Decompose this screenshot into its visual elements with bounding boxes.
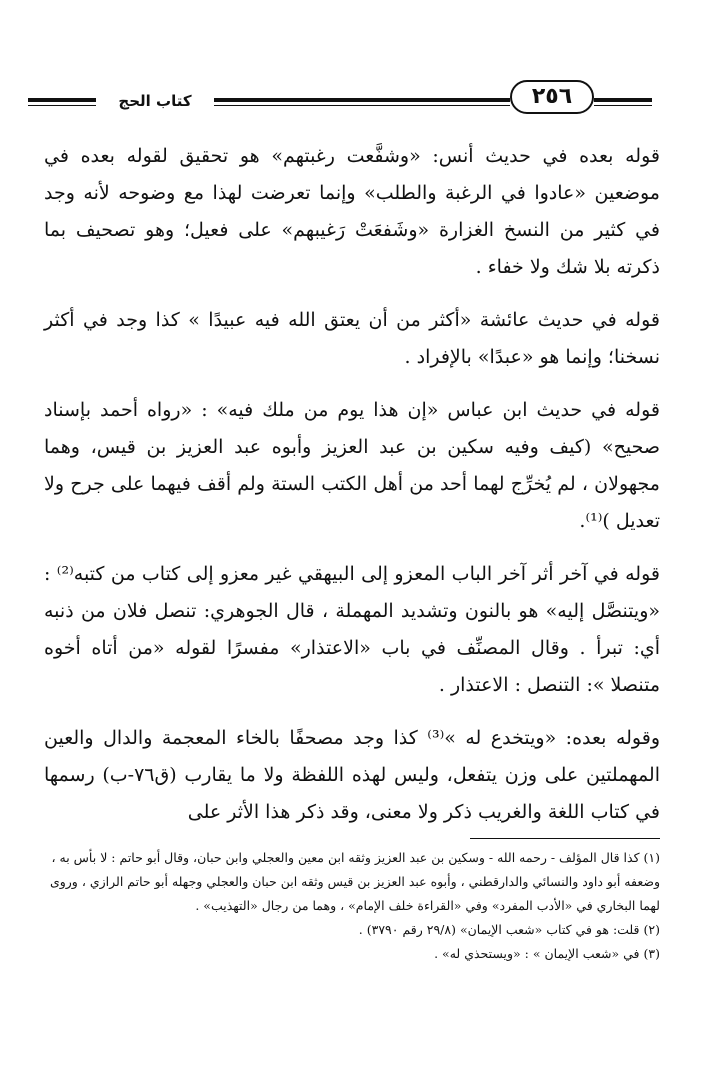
header-rule-left bbox=[28, 98, 96, 102]
footnote: (٢) قلت: هو في كتاب «شعب الإيمان» (٢٩/٨ رقم ٣٧٩٠) . bbox=[358, 922, 660, 937]
footnote: (٣) في «شعب الإيمان » : «ويستحذي له» . bbox=[434, 946, 660, 961]
footnote: (١) كذا قال المؤلف - رحمه الله - وسكين بن عبد العزيز وثقه ابن معين والعجلي وابن حبان، وقال أبو حاتم : لا بأس به ، وضعفه أبو داود والنسائي والدارقطني ، وأبوه عبد العزيز بن قيس وثقه ابن حبان والعجلي وجهله أبو حاتم الرازي ، وروى لهما البخاري في «الأدب المفرد» وفي «القراءة خلف الإمام» ، وهما من رجال «التهذيب» . bbox=[49, 850, 660, 913]
paragraph: قوله في حديث ابن عباس «إن هذا يوم من ملك فيه» : «رواه أحمد بإسناد صحيح» (كيف وفيه سكين بن عبد العزيز وأبوه عبد العزيز بن قيس، وهما مجهولان ، لم يُخرِّج لهما أحد من أهل الكتب الستة ولم أقف فيهما على جرح ولا تعديل )⁽¹⁾. bbox=[44, 399, 660, 532]
header-rule-right bbox=[594, 98, 652, 102]
main-text bbox=[44, 138, 660, 847]
footnotes bbox=[44, 846, 660, 966]
paragraph: قوله بعده في حديث أنس: «وشفَّعت رغبتهم» هو تحقيق لقوله بعده في موضعين «عادوا في الرغبة والطلب» وإنما تعرضت لهذا مع وضوحه لأنه وجد في كثير من النسخ الغزارة «وشَفعَتْ رَغيبهم» على فعيل؛ وهو تصحيف بما ذكرته بلا شك ولا خفاء . bbox=[44, 145, 660, 278]
header-rule-left-thin bbox=[28, 105, 96, 106]
header-rule-middle-thin bbox=[214, 105, 510, 106]
footnote-separator bbox=[470, 838, 660, 839]
book-title: كتاب الحج bbox=[118, 92, 192, 110]
header-rule-middle bbox=[214, 98, 510, 102]
paragraph: قوله في آخر أثر آخر الباب المعزو إلى البيهقي غير معزو إلى كتاب من كتبه⁽²⁾ : «ويتنصَّل إليه» هو بالنون وتشديد المهملة ، قال الجوهري: تنصل فلان من ذنبه أي: تبرأ . وقال المصنِّف في باب «الاعتذار» مفسرًا لقوله «من أتاه أخوه متنصلا »: التنصل : الاعتذار . bbox=[44, 563, 660, 696]
page-number: ٢٥٦ bbox=[510, 80, 594, 114]
page-header bbox=[0, 78, 703, 128]
header-rule-right-thin bbox=[594, 105, 652, 106]
paragraph: وقوله بعده: «ويتخدع له »⁽³⁾ كذا وجد مصحفًا بالخاء المعجمة والدال والعين المهملتين على وزن يتفعل، وليس لهذه اللفظة ولا ما يقارب (ق٧٦-ب) رسمها في كتاب اللغة والغريب ذكر ولا معنى، وقد ذكر هذا الأثر على bbox=[44, 727, 660, 823]
paragraph: قوله في حديث عائشة «أكثر من أن يعتق الله فيه عبيدًا » كذا وجد في أكثر نسخنا؛ وإنما هو «عبدًا» بالإفراد . bbox=[44, 309, 660, 368]
